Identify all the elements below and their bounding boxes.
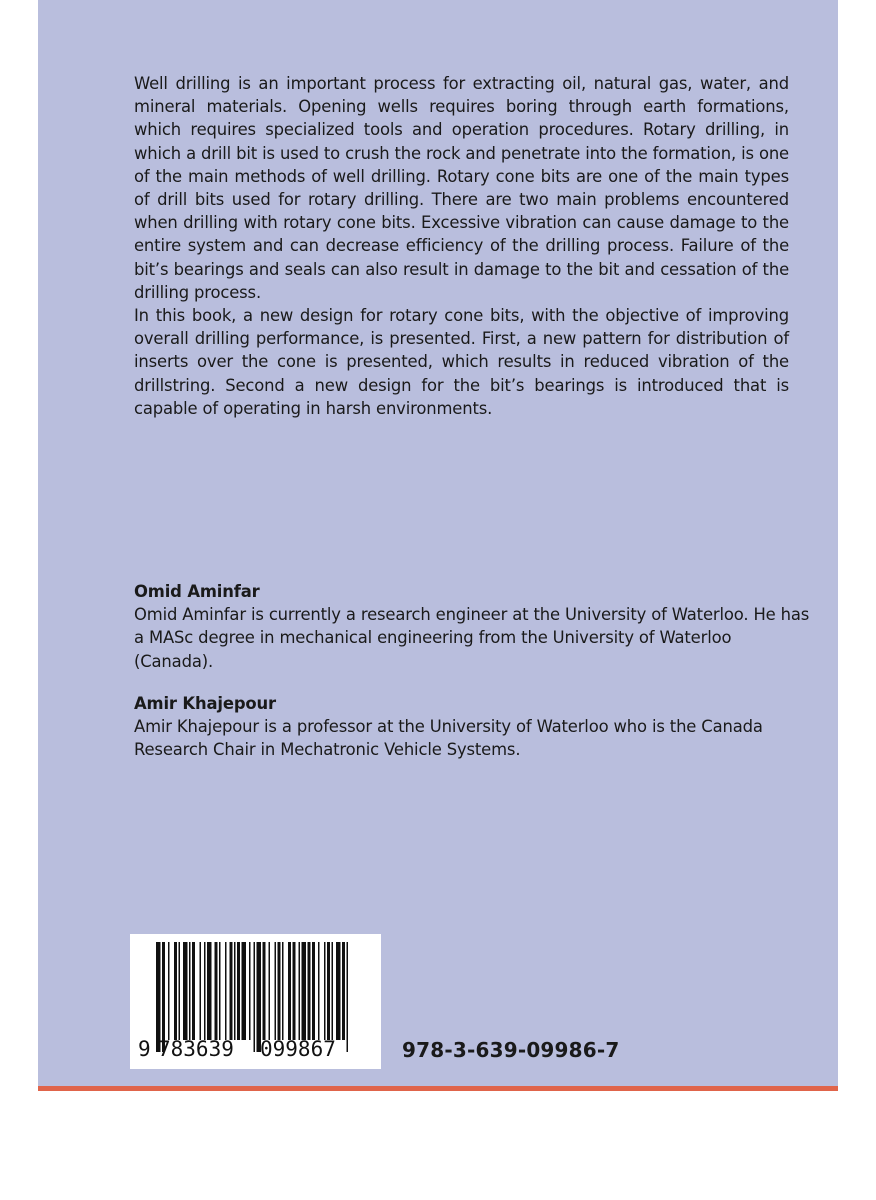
- author-name: Omid Aminfar: [134, 582, 260, 601]
- author-bio-1: [134, 580, 814, 673]
- accent-rule: [38, 1086, 838, 1091]
- barcode-bar: [183, 942, 188, 1040]
- author-bio-2: [134, 692, 814, 762]
- barcode-bar: [282, 942, 284, 1040]
- barcode-bar: [302, 942, 307, 1040]
- barcode-bar: [312, 942, 315, 1040]
- barcode-bar: [308, 942, 311, 1040]
- barcode-bar: [230, 942, 233, 1040]
- barcode-bar: [225, 942, 227, 1040]
- barcode-bar: [219, 942, 221, 1040]
- barcode-bar: [168, 942, 170, 1040]
- barcode-bar: [263, 942, 266, 1040]
- isbn-barcode: [130, 934, 381, 1069]
- barcode-bar: [324, 942, 326, 1040]
- barcode-bar: [174, 942, 177, 1040]
- barcode-bar: [204, 942, 206, 1040]
- barcode-bar: [179, 942, 181, 1040]
- book-blurb: [134, 72, 789, 420]
- barcode-bar: [299, 942, 301, 1040]
- blurb-paragraph-1: Well drilling is an important process for extracting oil, natural gas, water, and mineral materials. Opening wells requires boring through earth formations, which requires specialized tools and operation procedures. Rotary drilling, in which a drill bit is used to crush the rock and penetrate into the formation, is one of the main methods of well drilling. Rotary cone bits are one of the main types of drill bits used for rotary drilling. There are two main problems encountered when drilling with rotary cone bits. Excessive vibration can cause damage to the entire system and can decrease efficiency of the drilling process. Failure of the bit’s bearings and seals can also result in damage to the bit and cessation of the drilling process.: [134, 74, 789, 302]
- author-name: Amir Khajepour: [134, 694, 276, 713]
- barcode-digit-group-left: 783639: [158, 1037, 234, 1061]
- barcode-bar: [332, 942, 334, 1040]
- barcode-digit-lead: 9: [138, 1037, 151, 1061]
- barcode-bar: [269, 942, 271, 1040]
- barcode-bar: [336, 942, 341, 1040]
- barcode-bar: [318, 942, 320, 1040]
- barcode-bar: [249, 942, 251, 1040]
- blurb-paragraph-2: In this book, a new design for rotary cone bits, with the objective of improving overall drilling performance, is presented. First, a new pattern for distribution of inserts over the cone is presented, which results in reduced vibration of the drillstring. Second a new design for the bit’s bearings is introduced that is capable of operating in harsh environments.: [134, 306, 789, 418]
- barcode-bar: [327, 942, 330, 1040]
- barcode-bar: [242, 942, 247, 1040]
- barcode-bar: [200, 942, 202, 1040]
- author-description: Amir Khajepour is a professor at the University of Waterloo who is the Canada Research Chair in Mechatronic Vehicle Systems.: [134, 717, 763, 760]
- barcode-digit-group-right: 099867: [260, 1037, 336, 1061]
- barcode-bar: [237, 942, 240, 1040]
- isbn-number: 978-3-639-09986-7: [402, 1038, 620, 1062]
- barcode-bar: [215, 942, 218, 1040]
- barcode-bar: [234, 942, 236, 1040]
- barcode-digits: [130, 1034, 381, 1064]
- barcode-bar: [342, 942, 345, 1040]
- barcode-bar: [288, 942, 291, 1040]
- author-description: Omid Aminfar is currently a research engineer at the University of Waterloo. He has a MASc degree in mechanical engineering from the University of Waterloo (Canada).: [134, 605, 810, 671]
- barcode-bar: [293, 942, 296, 1040]
- barcode-bar: [207, 942, 212, 1040]
- barcode-bar: [278, 942, 281, 1040]
- barcode-bar: [192, 942, 195, 1040]
- barcode-bar: [189, 942, 191, 1040]
- barcode-bar: [275, 942, 277, 1040]
